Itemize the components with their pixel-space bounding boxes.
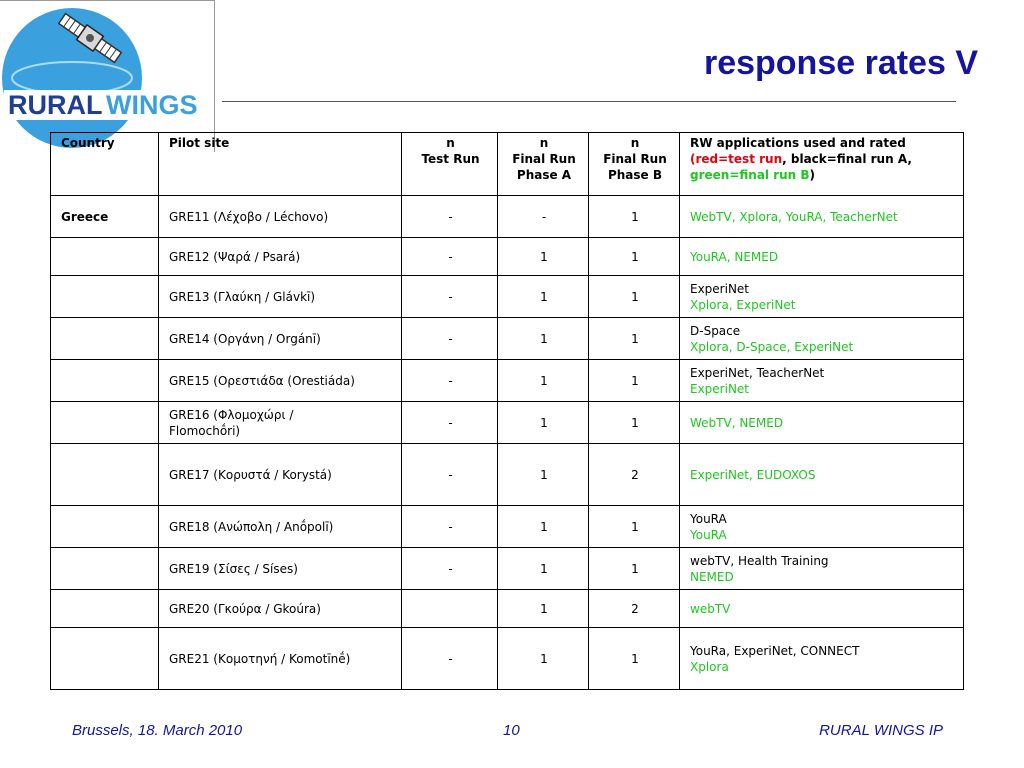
cell-final-run-a: 1	[498, 590, 589, 628]
table-row	[51, 590, 964, 628]
pilot-site-line: GRE16 (Φλομοχώρι /	[169, 407, 294, 422]
apps-final-run-b: Xplora, D-Space, ExperiNet	[690, 339, 854, 354]
cell-country	[51, 276, 159, 318]
page-title: response rates V	[703, 44, 978, 82]
table-row	[51, 506, 964, 548]
apps-final-run-b: ExperiNet	[690, 381, 750, 396]
pilot-site-line: GRE17 (Κορυστά / Korystá)	[169, 467, 332, 482]
header-applications: RW applications used and rated (red=test run, black=final run A, green=final run B)	[680, 133, 964, 196]
apps-final-run-b: YouRA, NEMED	[690, 249, 779, 264]
table-row	[51, 444, 964, 506]
cell-test-run: -	[402, 196, 498, 238]
logo-frame	[0, 0, 215, 152]
cell-final-run-a: 1	[498, 360, 589, 402]
cell-country	[51, 506, 159, 548]
apps-final-run-b: YouRA	[690, 527, 727, 542]
rural-wings-logo	[0, 0, 215, 152]
cell-final-run-b: 2	[589, 590, 680, 628]
apps-final-run-b: WebTV, NEMED	[690, 415, 784, 430]
cell-test-run: -	[402, 238, 498, 276]
cell-applications	[680, 628, 964, 690]
cell-test-run: -	[402, 402, 498, 444]
cell-applications	[680, 548, 964, 590]
cell-final-run-b: 1	[589, 548, 680, 590]
pilot-site-line: Flomochṓri)	[169, 423, 241, 438]
apps-final-run-a: ExperiNet, TeacherNet	[690, 365, 825, 380]
cell-applications	[680, 360, 964, 402]
table-row	[51, 318, 964, 360]
cell-pilot-site	[159, 238, 402, 276]
cell-applications	[680, 238, 964, 276]
cell-final-run-a: 1	[498, 506, 589, 548]
cell-pilot-site	[159, 318, 402, 360]
cell-pilot-site	[159, 548, 402, 590]
cell-pilot-site	[159, 444, 402, 506]
cell-applications	[680, 506, 964, 548]
table-row	[51, 628, 964, 690]
cell-applications	[680, 196, 964, 238]
logo-text-rural: RURAL	[8, 90, 103, 120]
table-row	[51, 548, 964, 590]
header-country: Country	[51, 133, 159, 196]
cell-applications	[680, 590, 964, 628]
cell-test-run: -	[402, 506, 498, 548]
pilot-site-line: GRE19 (Σίσες / Síses)	[169, 561, 298, 576]
apps-final-run-b: ExperiNet, EUDOXOS	[690, 467, 816, 482]
pilot-site-line: GRE20 (Γκούρα / Gkoúra)	[169, 601, 321, 616]
apps-final-run-a: D-Space	[690, 323, 741, 338]
cell-test-run: -	[402, 548, 498, 590]
pilot-site-line: GRE13 (Γλαύκη / Glávkī)	[169, 289, 316, 304]
pilot-site-line: GRE15 (Ορεστιάδα (Orestiáda)	[169, 373, 355, 388]
cell-applications	[680, 402, 964, 444]
cell-country	[51, 628, 159, 690]
table-row	[51, 360, 964, 402]
cell-final-run-b: 2	[589, 444, 680, 506]
pilot-site-line: GRE14 (Οργάνη / Orgánī)	[169, 331, 321, 346]
response-rates-table	[50, 132, 964, 690]
table-row	[51, 196, 964, 238]
cell-pilot-site	[159, 360, 402, 402]
cell-pilot-site	[159, 276, 402, 318]
apps-final-run-a: YouRA	[690, 511, 727, 526]
cell-final-run-a: 1	[498, 238, 589, 276]
cell-final-run-b: 1	[589, 402, 680, 444]
header-test-run: n Test Run	[402, 133, 498, 196]
pilot-site-line: GRE12 (Ψαρά / Psará)	[169, 249, 301, 264]
cell-country	[51, 318, 159, 360]
cell-pilot-site	[159, 590, 402, 628]
cell-country	[51, 360, 159, 402]
apps-final-run-b: WebTV, Xplora, YouRA, TeacherNet	[690, 209, 898, 224]
table-row	[51, 276, 964, 318]
apps-final-run-b: Xplora	[690, 659, 729, 674]
apps-final-run-a: YouRa, ExperiNet, CONNECT	[690, 643, 860, 658]
cell-pilot-site	[159, 196, 402, 238]
cell-test-run: -	[402, 628, 498, 690]
footer-page-number: 10	[503, 722, 520, 739]
cell-applications	[680, 318, 964, 360]
cell-final-run-a: -	[498, 196, 589, 238]
cell-final-run-a: 1	[498, 276, 589, 318]
cell-final-run-a: 1	[498, 548, 589, 590]
cell-test-run: -	[402, 444, 498, 506]
cell-test-run: -	[402, 360, 498, 402]
pilot-site-line: GRE18 (Ανώπολη / Anṓpolī)	[169, 519, 334, 534]
cell-test-run: -	[402, 276, 498, 318]
cell-country	[51, 238, 159, 276]
cell-test-run	[402, 590, 498, 628]
cell-final-run-a: 1	[498, 402, 589, 444]
footer-location-date: Brussels, 18. March 2010	[72, 722, 243, 739]
apps-final-run-b: webTV	[690, 601, 731, 616]
cell-country	[51, 548, 159, 590]
header-final-run-b: n Final Run Phase B	[589, 133, 680, 196]
header-final-run-a: n Final Run Phase A	[498, 133, 589, 196]
cell-final-run-b: 1	[589, 276, 680, 318]
cell-pilot-site	[159, 628, 402, 690]
apps-final-run-b: NEMED	[690, 569, 734, 584]
cell-final-run-b: 1	[589, 238, 680, 276]
cell-country	[51, 590, 159, 628]
cell-country	[51, 402, 159, 444]
cell-applications	[680, 444, 964, 506]
apps-final-run-a: webTV, Health Training	[690, 553, 829, 568]
cell-test-run: -	[402, 318, 498, 360]
apps-final-run-b: Xplora, ExperiNet	[690, 297, 796, 312]
header-pilot-site: Pilot site	[159, 133, 402, 196]
table-header-row	[51, 133, 964, 196]
cell-final-run-b: 1	[589, 196, 680, 238]
cell-pilot-site	[159, 402, 402, 444]
title-divider	[222, 101, 956, 102]
table-row	[51, 402, 964, 444]
cell-final-run-b: 1	[589, 506, 680, 548]
cell-country	[51, 444, 159, 506]
cell-pilot-site	[159, 506, 402, 548]
pilot-site-line: GRE11 (Λέχοβο / Léchovo)	[169, 209, 329, 224]
logo-text-wings: WINGS	[106, 90, 198, 120]
cell-final-run-a: 1	[498, 628, 589, 690]
cell-final-run-a: 1	[498, 444, 589, 506]
cell-applications	[680, 276, 964, 318]
cell-final-run-a: 1	[498, 318, 589, 360]
cell-country: Greece	[51, 196, 159, 238]
cell-final-run-b: 1	[589, 318, 680, 360]
table-row	[51, 238, 964, 276]
cell-final-run-b: 1	[589, 628, 680, 690]
pilot-site-line: GRE21 (Κομοτηνή / Komotīnḗ)	[169, 651, 351, 666]
apps-final-run-a: ExperiNet	[690, 281, 750, 296]
cell-final-run-b: 1	[589, 360, 680, 402]
footer-project-name: RURAL WINGS IP	[819, 722, 943, 739]
